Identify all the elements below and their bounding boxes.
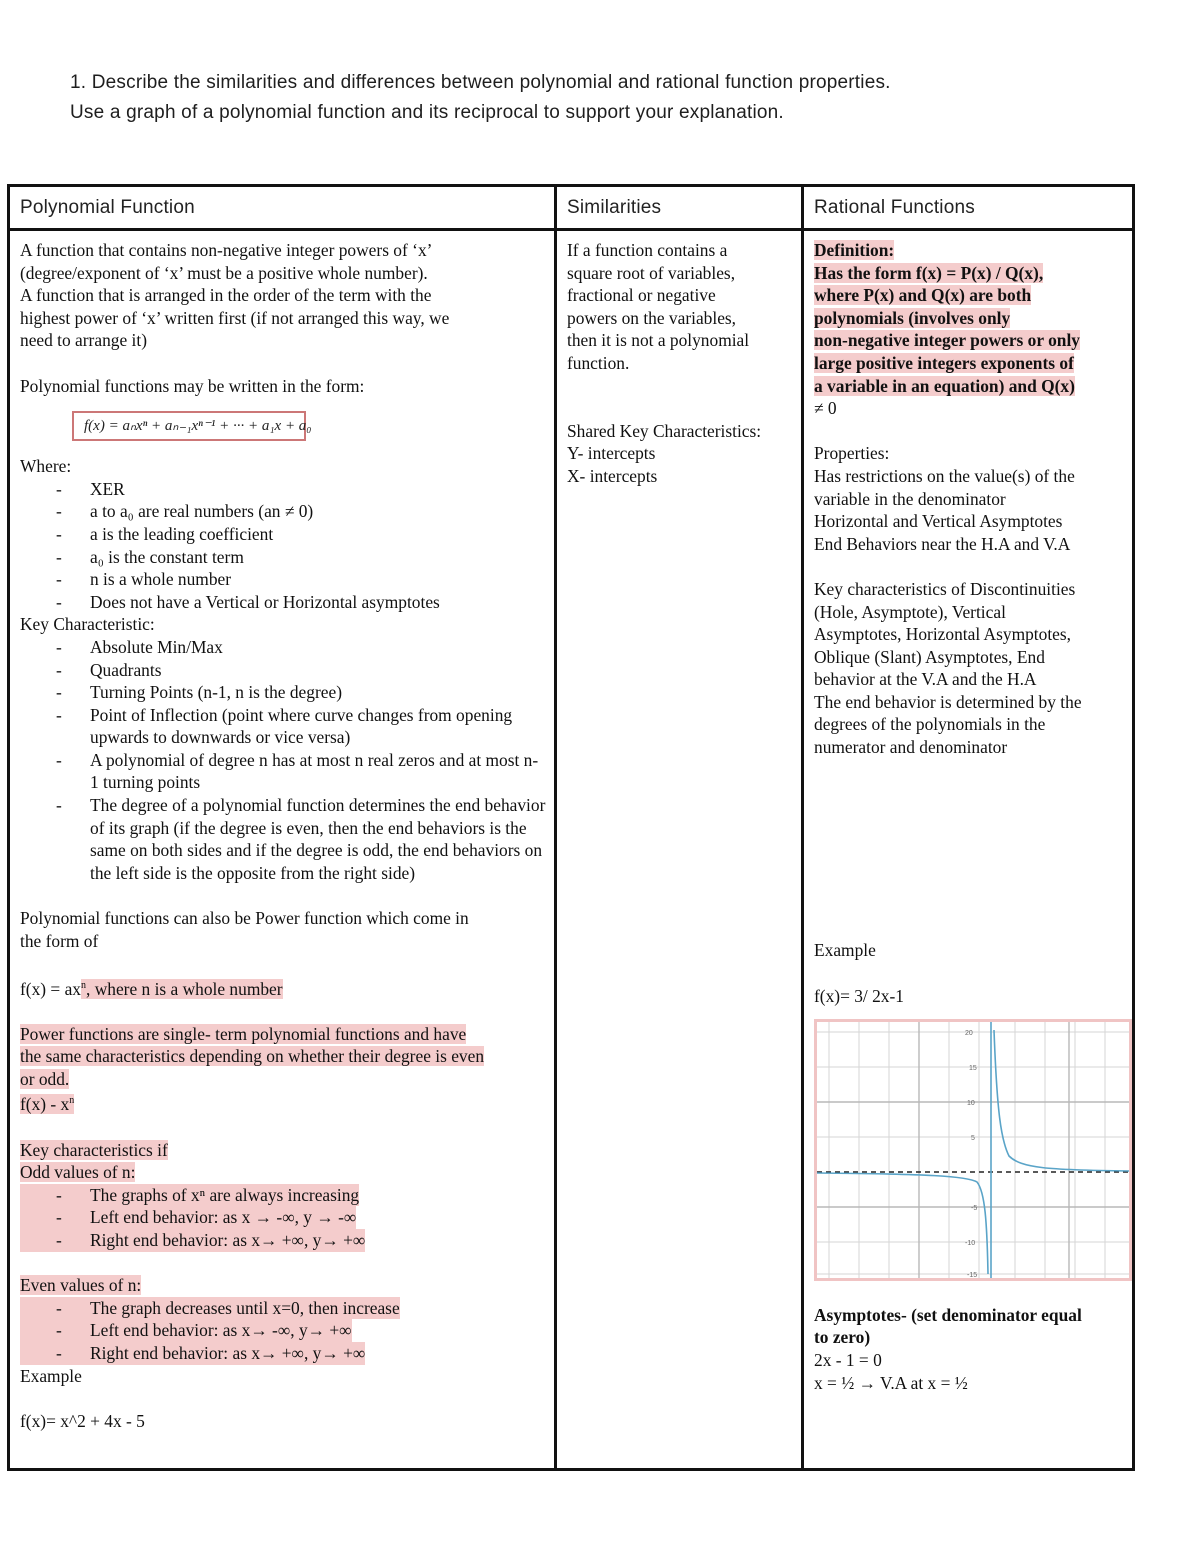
graph-tick-label: -15 xyxy=(967,1272,978,1279)
where-item: - a is the leading coefficient xyxy=(56,523,274,544)
poly-form-intro: Polynomial functions may be written in the form: xyxy=(20,375,365,396)
key-line: degrees of the polynomials in the xyxy=(814,714,1046,735)
sim-intro-line: square root of variables, xyxy=(567,262,736,283)
power-desc-line: or odd. xyxy=(20,1068,70,1089)
definition-label: Definition: xyxy=(814,240,895,260)
key-line: Asymptotes, Horizontal Asymptotes, xyxy=(814,624,1071,645)
graph-tick-label: -10 xyxy=(965,1240,976,1248)
poly-example-fx: f(x)= x^2 + 4x - 5 xyxy=(20,1410,145,1431)
property-line: End Behaviors near the H.A and V.A xyxy=(814,533,1071,554)
key-item: - Turning Points (n-1, n is the degree) xyxy=(56,682,342,703)
odd-item: - Left end behavior: as x → -∞, y → -∞ xyxy=(20,1206,546,1229)
odd-item: - The graphs of xⁿ are always increasing xyxy=(20,1184,546,1207)
even-item: - Left end behavior: as x→ -∞, y→ +∞ xyxy=(20,1319,546,1342)
poly-example-label: Example xyxy=(20,1365,82,1386)
key-line: behavior at the V.A and the H.A xyxy=(814,669,1037,690)
properties-label: Properties: xyxy=(814,443,890,464)
property-line: variable in the denominator xyxy=(814,488,1006,509)
graph-tick-label: 15 xyxy=(969,1065,977,1073)
header-polynomial: Polynomial Function xyxy=(9,186,556,230)
question-line-2: Use a graph of a polynomial function and its reciprocal to support your explanation. xyxy=(70,102,784,123)
odd-item: - Right end behavior: as x→ +∞, y→ +∞ xyxy=(20,1229,546,1252)
rational-cell xyxy=(803,230,1134,1470)
header-similarities: Similarities xyxy=(556,186,803,230)
graph-tick-label: 20 xyxy=(965,1030,973,1038)
poly-intro-line: A function that contains non-negative integer powers of ‘x’ xyxy=(20,240,433,260)
key-line: (Hole, Asymptote), Vertical xyxy=(814,601,1006,622)
shared-item: Y- intercepts xyxy=(567,443,656,464)
key-line: Oblique (Slant) Asymptotes, End xyxy=(814,646,1045,667)
sim-intro-line: then it is not a polynomial xyxy=(567,330,750,351)
sim-intro-line: powers on the variables, xyxy=(567,307,737,328)
poly-intro-line: (degree/exponent of ‘x’ must be a positive whole number). xyxy=(20,262,428,283)
where-item: - a to a₀ are real numbers (an ≠ 0) xyxy=(56,501,314,522)
key-item: - A polynomial of degree n has at most n real zeros and at most n-1 turning points xyxy=(56,749,539,793)
polynomial-cell xyxy=(9,230,556,1470)
power-fx: $f(x) - x^n$ xyxy=(20,1094,75,1115)
comparison-table xyxy=(7,184,1135,1471)
key-item: - Point of Inflection (point where curve changes from opening upwards to downwards or vice versa) xyxy=(56,704,513,748)
where-item: - Does not have a Vertical or Horizontal asymptotes xyxy=(56,591,440,612)
power-intro-line: the form of xyxy=(20,930,99,951)
asymptote-equation: x = ½ → V.A at x = ½ xyxy=(814,1372,968,1393)
question-line-1: 1. Describe the similarities and differences between polynomial and rational function properties. xyxy=(70,72,891,93)
key-item: - The degree of a polynomial function determines the end behavior of its graph (if the degree is even, then the end behaviors is the same on both sides and if the degree is odd, the end behaviors on the left side is the opposite from the right side) xyxy=(56,795,546,883)
graph-tick-label: 10 xyxy=(967,1100,975,1108)
rational-function-graph xyxy=(814,1019,1132,1281)
sim-intro-line: function. xyxy=(567,352,630,373)
graph-tick-label: 5 xyxy=(971,1135,975,1143)
graph-tick-label: -5 xyxy=(971,1205,978,1213)
power-desc-line: the same characteristics depending on whether their degree is even xyxy=(20,1046,485,1067)
graph-svg xyxy=(817,1022,1129,1278)
definition-line: where P(x) and Q(x) are both xyxy=(814,285,1032,306)
sim-intro-line: If a function contains a xyxy=(567,240,728,260)
key-item: - Quadrants xyxy=(56,659,162,680)
rational-example-label: Example xyxy=(814,940,876,961)
odd-label: Odd values of n: xyxy=(20,1162,136,1183)
where-item: - XER xyxy=(56,478,125,499)
where-item: - n is a whole number xyxy=(56,569,232,590)
power-desc-line: Power functions are single- term polynomial functions and have xyxy=(20,1023,467,1044)
poly-intro-line: highest power of ‘x’ written first (if not arranged this way, we xyxy=(20,307,450,328)
rational-example-fx: f(x)= 3/ 2x-1 xyxy=(814,985,904,1006)
key-line: numerator and denominator xyxy=(814,737,1008,758)
even-item: - The graph decreases until x=0, then increase xyxy=(20,1297,546,1320)
asymptote-equation: 2x - 1 = 0 xyxy=(814,1349,882,1370)
even-item: - Right end behavior: as x→ +∞, y→ +∞ xyxy=(20,1342,546,1365)
shared-item: X- intercepts xyxy=(567,465,658,486)
definition-line: large positive integers exponents of xyxy=(814,352,1074,373)
key-item: - Absolute Min/Max xyxy=(56,636,223,657)
asymptotes-label: to zero) xyxy=(814,1327,871,1348)
key-line: Key characteristics of Discontinuities xyxy=(814,578,1076,599)
definition-line: Has the form f(x) = P(x) / Q(x), xyxy=(814,262,1044,283)
power-form: $f(x) = ax^n$, where n is a whole number xyxy=(20,978,283,999)
key-line: The end behavior is determined by the xyxy=(814,691,1082,712)
shared-label: Shared Key Characteristics: xyxy=(567,420,762,441)
header-rational: Rational Functions xyxy=(803,186,1134,230)
definition-ne: ≠ 0 xyxy=(814,398,837,419)
definition-line: non-negative integer powers or only xyxy=(814,330,1080,351)
polynomial-formula-box: f(x) = aₙxⁿ + aₙ₋₁xⁿ⁻¹ + ··· + a₁x + a₀ xyxy=(72,411,306,441)
power-intro-line: Polynomial functions can also be Power function which come in xyxy=(20,908,469,929)
asymptotes-label: Asymptotes- (set denominator equal xyxy=(814,1304,1082,1325)
even-label: Even values of n: xyxy=(20,1275,142,1296)
where-label: Where: xyxy=(20,456,72,477)
property-line: Has restrictions on the value(s) of the xyxy=(814,465,1075,486)
sim-intro-line: fractional or negative xyxy=(567,285,716,306)
key-characteristic-label: Key Characteristic: xyxy=(20,614,155,635)
poly-intro-line: A function that is arranged in the order of the term with the xyxy=(20,285,432,306)
definition-line: a variable in an equation) and Q(x) xyxy=(814,375,1075,396)
poly-intro-line: need to arrange it) xyxy=(20,330,147,351)
where-item: - a₀ is the constant term xyxy=(56,546,244,567)
property-line: Horizontal and Vertical Asymptotes xyxy=(814,511,1063,532)
odd-label: Key characteristics if xyxy=(20,1139,168,1160)
similarities-cell xyxy=(556,230,803,1470)
question-prompt xyxy=(70,68,891,128)
definition-line: polynomials (involves only xyxy=(814,307,1011,328)
